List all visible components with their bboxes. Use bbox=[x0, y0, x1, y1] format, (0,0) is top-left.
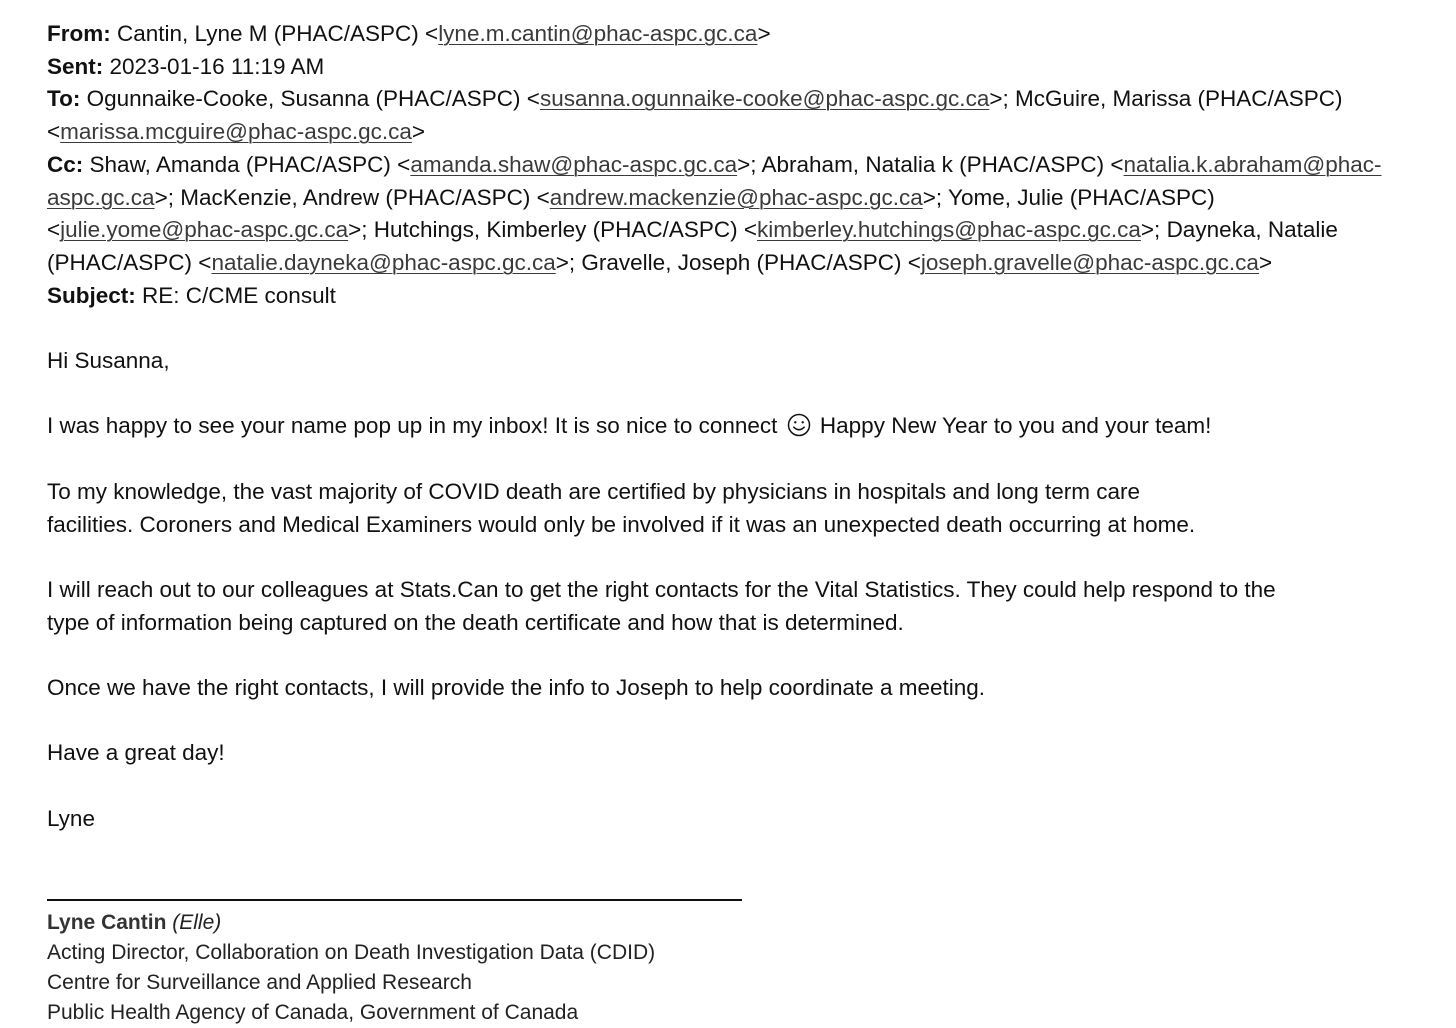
cc-recipient-email-link[interactable]: andrew.mackenzie@phac-aspc.gc.ca bbox=[549, 184, 923, 210]
closing: Have a great day! bbox=[47, 740, 225, 766]
sender-first-name: Lyne bbox=[47, 805, 95, 831]
cc-recipient-name: Gravelle, Joseph (PHAC/ASPC) bbox=[581, 249, 902, 275]
sent-label: Sent: bbox=[47, 53, 104, 79]
email-part: aspc.gc.ca bbox=[47, 184, 155, 210]
sent-line bbox=[47, 51, 1447, 84]
cc-recipient-name: Hutchings, Kimberley (PHAC/ASPC) bbox=[373, 217, 738, 243]
to-recipient-name: McGuire, Marissa (PHAC/ASPC) bbox=[1014, 86, 1343, 112]
to-line: To: Ogunnaike-Cooke, Susanna (PHAC/ASPC) <susanna.ogunnaike-cooke@phac-aspc.gc.ca>; McGuire, Marissa (PHAC/ASPC) <marissa.mcguire@phac-aspc.gc.ca> bbox=[47, 86, 1343, 145]
paragraph-2 bbox=[47, 476, 1447, 541]
name-part: Dayneka, Natalie bbox=[1166, 217, 1338, 243]
email-part: natalia.k.abraham@phac- bbox=[1123, 151, 1382, 177]
from-email-link[interactable]: lyne.m.cantin@phac-aspc.gc.ca bbox=[438, 21, 758, 46]
name-part: (PHAC/ASPC) bbox=[47, 249, 193, 275]
paragraph-1 bbox=[47, 410, 1447, 443]
to-label: To: bbox=[47, 86, 81, 112]
from-name: Cantin, Lyne M (PHAC/ASPC) bbox=[117, 21, 419, 46]
subject-label: Subject: bbox=[47, 282, 136, 308]
cc-recipient-email-link[interactable]: joseph.gravelle@phac-aspc.gc.ca bbox=[920, 249, 1259, 275]
signature-block bbox=[47, 908, 655, 1028]
cc-recipient-email-link[interactable]: kimberley.hutchings@phac-aspc.gc.ca bbox=[757, 217, 1141, 243]
cc-recipient-name: Shaw, Amanda (PHAC/ASPC) bbox=[89, 151, 391, 177]
greeting: Hi Susanna, bbox=[47, 348, 170, 374]
subject-line bbox=[47, 280, 1447, 313]
paragraph-3-part: I will reach out to our colleagues at Stats.Can to get the right contacts for the Vital Statistics. They could help respond to the bbox=[47, 576, 1276, 602]
from-label: From: bbox=[47, 21, 111, 46]
signature-divider bbox=[47, 899, 742, 901]
to-recipient-name: Ogunnaike-Cooke, Susanna (PHAC/ASPC) bbox=[86, 86, 521, 112]
to-recipient-email-link[interactable]: marissa.mcguire@phac-aspc.gc.ca bbox=[60, 119, 412, 145]
smiley-face-icon bbox=[787, 413, 811, 437]
paragraph-4: Once we have the right contacts, I will provide the info to Joseph to help coordinate a meeting. bbox=[47, 674, 986, 700]
signature-title: Acting Director, Collaboration on Death Investigation Data (CDID) bbox=[47, 941, 656, 964]
paragraph-1-text: I was happy to see your name pop up in my inbox! It is so nice to connect bbox=[47, 413, 784, 439]
signature-centre: Centre for Surveillance and Applied Research bbox=[47, 971, 472, 994]
cc-recipient-email-link[interactable]: natalie.dayneka@phac-aspc.gc.ca bbox=[211, 249, 556, 275]
email-body bbox=[47, 345, 1447, 835]
subject-value: RE: C/CME consult bbox=[142, 282, 336, 308]
cc-recipient-email-link[interactable]: amanda.shaw@phac-aspc.gc.ca bbox=[410, 151, 738, 177]
cc-recipient-name: Yome, Julie (PHAC/ASPC) bbox=[948, 184, 1215, 210]
paragraph-2-part: facilities. Coroners and Medical Examiners would only be involved if it was an unexpected death occurring at home. bbox=[47, 511, 1196, 537]
paragraph-3-part: type of information being captured on the death certificate and how that is determined. bbox=[47, 609, 904, 635]
sent-value: 2023-01-16 11:19 AM bbox=[109, 53, 325, 79]
email-header bbox=[47, 18, 1447, 312]
paragraph-1-text-end: Happy New Year to you and your team! bbox=[813, 413, 1212, 439]
cc-recipient-email-link[interactable]: julie.yome@phac-aspc.gc.ca bbox=[60, 217, 349, 243]
paragraph-2-part: To my knowledge, the vast majority of COVID death are certified by physicians in hospitals and long term care bbox=[47, 478, 1141, 504]
email-page bbox=[47, 18, 1447, 1024]
paragraph-3 bbox=[47, 574, 1447, 639]
signature-agency: Public Health Agency of Canada, Government of Canada bbox=[47, 1001, 579, 1024]
cc-recipient-name: Abraham, Natalia k (PHAC/ASPC) bbox=[761, 151, 1105, 177]
to-recipient-email-link[interactable]: susanna.ogunnaike-cooke@phac-aspc.gc.ca bbox=[539, 86, 990, 112]
signature-pronoun: (Elle) bbox=[172, 911, 222, 934]
from-line: From: Cantin, Lyne M (PHAC/ASPC) <lyne.m.cantin@phac-aspc.gc.ca> bbox=[47, 21, 771, 46]
cc-label: Cc: bbox=[47, 151, 84, 177]
cc-line: Cc: Shaw, Amanda (PHAC/ASPC) <amanda.shaw@phac-aspc.gc.ca>; Abraham, Natalia k (PHAC/ASPC) <natalia.k.abraham@phac- aspc.gc.ca>; MacKenzie, Andrew (PHAC/ASPC) <andrew.mackenzie@phac-aspc.gc.ca>; Yome, Julie (PHAC/ASPC) <julie.yome@phac-aspc.gc.ca>; Hutchings, Kimberley (PHAC/ASPC) <kimberley.hutchings@phac-aspc.gc.ca>; Dayneka, Natalie (PHAC/ASPC) <natalie.dayneka@phac-aspc.gc.ca>; Gravelle, Joseph (PHAC/ASPC) <joseph.gravelle@phac-aspc.gc.ca> bbox=[47, 151, 1382, 275]
signature-name-line bbox=[47, 908, 655, 938]
signature-name: Lyne Cantin bbox=[47, 911, 167, 934]
cc-recipient-name: MacKenzie, Andrew (PHAC/ASPC) bbox=[180, 184, 531, 210]
